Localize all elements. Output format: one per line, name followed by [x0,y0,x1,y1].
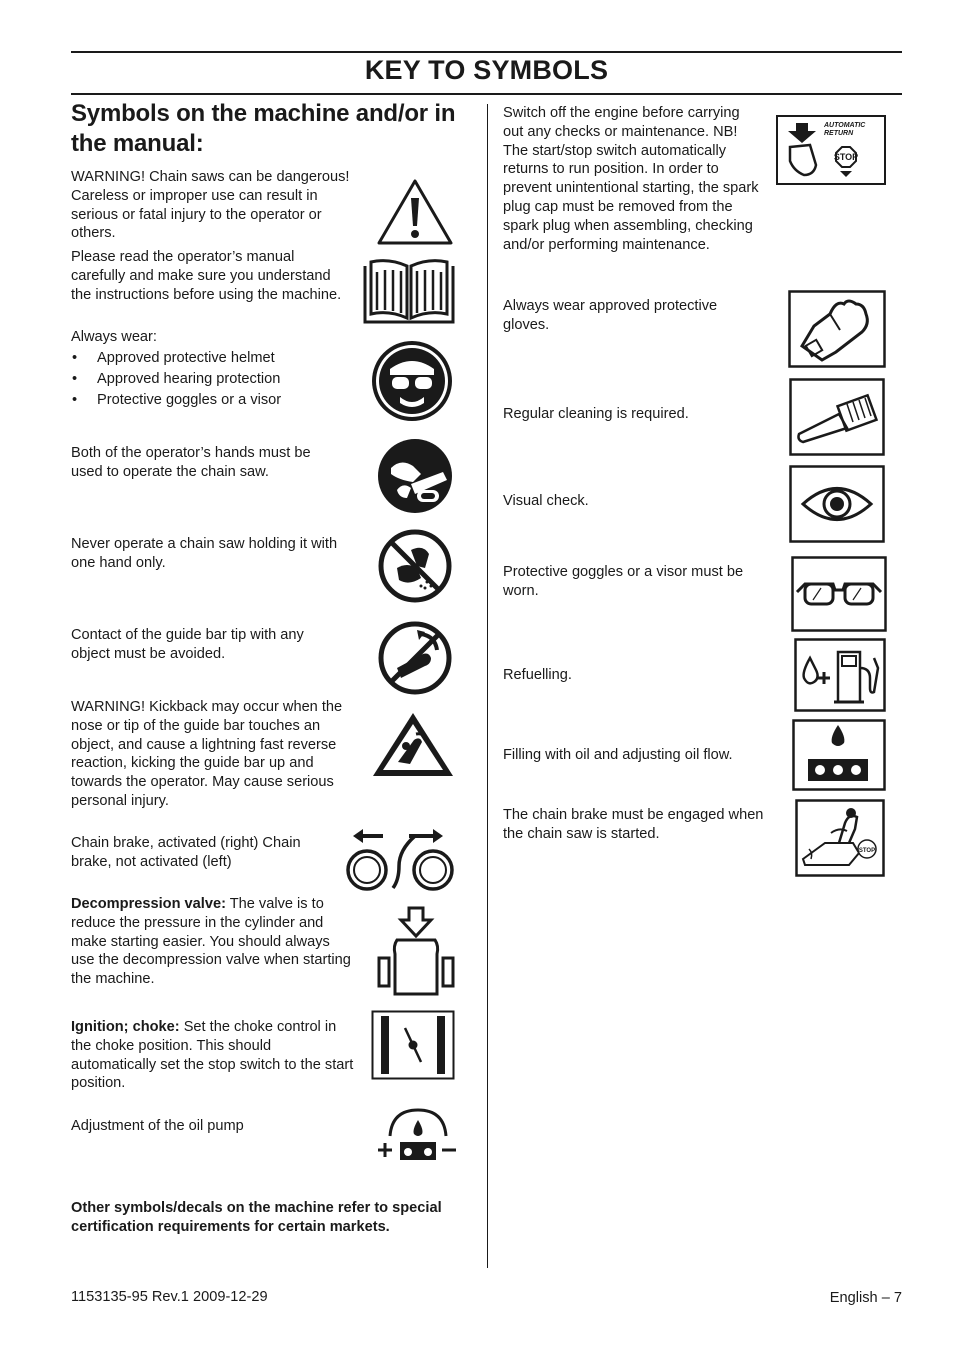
kickback-text: WARNING! Kickback may occur when the nose or tip of the guide bar touches an object, and cause a lightning fast reverse reaction, kicking the guide bar up and towards the operator. May cause serious personal injury. [71,699,343,809]
warning-text: WARNING! Chain saws can be dangerous! Careless or improper use can result in serious or fatal injury to the operator or others. [71,169,350,242]
oil-pump-adjustment-icon [376,1106,458,1164]
one-hand-text: Never operate a chain saw holding it with one hand only. [71,536,338,571]
ignition-text [71,1018,356,1093]
oil-fill-flow-icon [792,719,886,791]
visual-check-eye-icon [789,465,885,543]
refuelling-text: Refuelling. [503,667,572,683]
gloves-text: Always wear approved protective gloves. [503,298,718,333]
read-manual-book-icon [363,258,455,324]
page-title: KEY TO SYMBOLS [364,55,609,85]
automatic-label: AUTOMATIC [824,122,866,129]
header-bottom-rule [71,93,902,95]
no-one-hand-operation-icon [377,528,453,604]
cleaning-text: Regular cleaning is required. [503,406,689,422]
switch-off-text: Switch off the engine before carrying out any checks or maintenance. NB! The start/stop switch automatically returns to run position. In order to prevent unintentional starting, the spark plug cap must be removed from the spark plug when assembling, checking and/or performing maintenance. [503,105,759,253]
chain-brake-engaged-start-icon [795,799,885,877]
avoid-bar-tip-contact-icon [377,620,453,696]
return-label: RETURN [824,130,854,137]
decompression-body: The valve is to reduce the pressure in the cylinder and make starting easier. You should always use the decompression valve when starting the machine. [71,896,351,988]
refuelling-pump-icon [794,638,886,712]
oil-fill-text: Filling with oil and adjusting oil flow. [503,747,733,763]
ignition-label: Ignition; choke: [71,1019,180,1035]
protective-gloves-icon [788,290,886,368]
ignition-choke-icon [371,1010,455,1080]
ignition-body: Set the choke control in the choke position. This should automatically set the stop switch to the start position. [71,1019,354,1092]
kickback-warning-icon [370,710,456,778]
always-wear-text: Always wear: [71,329,157,345]
chain-brake-icon [343,826,455,892]
list-item: • Approved protective helmet [71,348,361,369]
visual-check-text: Visual check. [503,493,589,509]
goggles-visor-icon [791,556,887,632]
stop-small-label: STOP [858,848,876,854]
footer-page-number: English – 7 [829,1290,902,1306]
two-hands-operation-icon [377,438,453,514]
decompression-valve-icon [377,906,455,998]
list-item: • Approved hearing protection [71,369,361,390]
footer-document-id: 1153135-95 Rev.1 2009-12-29 [71,1289,268,1305]
warning-triangle-icon [376,178,454,246]
section-heading: Symbols on the machine and/or in the manual: [71,100,456,157]
automatic-return-stop-icon [776,115,886,185]
oil-pump-text: Adjustment of the oil pump [71,1118,244,1134]
decompression-text [71,895,356,989]
column-divider [487,104,488,1268]
chain-brake-text: Chain brake, activated (right) Chain brake, not activated (left) [71,835,301,870]
stop-label: STOP [833,152,859,162]
goggles-text: Protective goggles or a visor must be worn. [503,564,744,599]
decompression-label: Decompression valve: [71,896,226,912]
list-item: • Protective goggles or a visor [71,390,361,411]
other-symbols-note: Other symbols/decals on the machine refer to special certification requirements for certain markets. [71,1200,442,1235]
helmet-hearing-goggles-icon [370,339,454,423]
both-hands-text: Both of the operator’s hands must be used to operate the chain saw. [71,445,311,480]
read-manual-text: Please read the operator’s manual carefully and make sure you understand the instructions before using the machine. [71,249,342,303]
brake-start-text: The chain brake must be engaged when the chain saw is started. [503,807,764,842]
bar-tip-text: Contact of the guide bar tip with any object must be avoided. [71,627,304,662]
header-top-rule [71,51,902,53]
protective-gear-list [71,348,361,411]
cleaning-brush-icon [789,378,885,456]
